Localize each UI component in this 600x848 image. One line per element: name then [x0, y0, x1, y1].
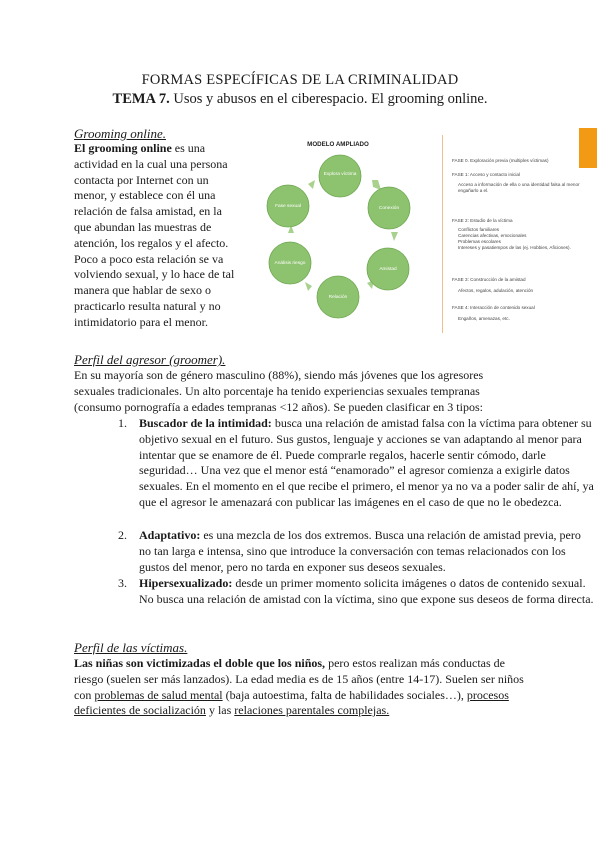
victimas-bold: Las niñas son victimizadas el doble que los niños,	[74, 656, 326, 670]
phase-title: FASE 4: Interacción de contenido sexual	[452, 305, 535, 310]
model-figure	[260, 135, 600, 333]
type-description: es una mezcla de los dos extremos. Busca una relación de amistad previa, pero no tan larga e intensa, sino que introduce la conversación con temas relacionados con los gustos del menor, pero no tarda en exponer sus deseos sexuales.	[139, 528, 581, 574]
course-title: FORMAS ESPECÍFICAS DE LA CRIMINALIDAD	[141, 72, 459, 88]
grooming-text: es una actividad en la cual una persona contacta por Internet con un menor, y establece con él una relación de falsa amistad, en la que abundan las muestras de atención, los regalos y el afecto. Poco a poco esta relación se va volviendo sexual, y lo hace de tal manera que hablar de sexo o practicarlo resulta natural y no intimidatorio para el menor.	[74, 141, 235, 329]
grooming-heading: Grooming online.	[74, 126, 166, 141]
type-description: busca una relación de amistad falsa con la víctima para obtener su objetivo sexual en el futuro. Sus gustos, lenguaje y acciones se van adaptando al menor para intentar que se enamore de él. Puede comprarle regalos, hacerle sentir cómodo, darle seguridad… Una vez que el menor está “enamorado” el agresor comienza a exigirle datos sexuales. En el momento en el que recibe el primero, el menor ya no va a poder salir de ahí, ya que el agresor le amenazará con publicar las imágenes en el caso de que no le obedezca.	[139, 416, 594, 509]
node-label: Conexión	[378, 206, 400, 211]
type-label: Hipersexualizado:	[139, 576, 233, 590]
node-label: Relación	[328, 295, 348, 300]
agresor-heading: Perfil del agresor (groomer).	[74, 352, 226, 367]
arrow-icon	[391, 232, 398, 241]
phase-4	[452, 305, 598, 322]
cycle-diagram	[260, 135, 442, 333]
phase-title: FASE 2: Estudio de la víctima	[452, 218, 513, 223]
phase-1	[452, 172, 598, 194]
list-number: 1.	[118, 416, 127, 430]
type-description: desde un primer momento solicita imágenes o datos de contenido sexual. No busca una relación de amistad con la víctima, sino que expone sus deseos de forma directa.	[139, 576, 594, 606]
phase-2	[452, 218, 598, 251]
type-label: Adaptativo:	[139, 528, 201, 542]
phase-title: FASE 3: Construcción de la amistad	[452, 277, 526, 282]
cycle-svg	[260, 135, 442, 333]
phase-item: Carencias afectivas, emocionales	[458, 233, 527, 238]
victimas-text-2: (baja autoestima, falta de habilidades sociales…),	[222, 687, 467, 702]
victimas-text-3: y las	[205, 703, 235, 718]
phase-item: Problemas escolares	[458, 239, 501, 244]
node-label: Fase sexual	[275, 204, 301, 209]
phase-title: FASE 1: Acceso y contacto inicial	[452, 172, 520, 177]
phase-item: Afectos, regalos, adulación, atención	[458, 288, 534, 293]
phase-title: FASE 0. Exploración previa (multiples víctimas)	[452, 158, 549, 163]
topic-number: TEMA 7.	[112, 91, 170, 107]
victimas-underline-1: problemas de salud mental	[94, 687, 223, 702]
phase-0	[452, 158, 598, 164]
victimas-text	[74, 656, 526, 719]
node-label: Amistad	[379, 267, 397, 272]
list-number: 2.	[118, 528, 127, 542]
node-label: Explora víctima	[323, 172, 357, 177]
node-label: Análisis riesgo	[274, 261, 306, 266]
grooming-definition	[74, 141, 242, 331]
grooming-term: El grooming online	[74, 141, 172, 155]
victimas-text-1: pero estos realizan más conductas de riesgo (suelen ser más lanzados). La edad media es de 15 años (entre 14-17). Suelen ser niños con	[74, 656, 524, 702]
agresor-intro: En su mayoría son de género masculino (88%), siendo más jóvenes que los agresores sexuales tradicionales. Un alto porcentaje ha tenido experiencias sexuales tempranas (consumo pornografía a edades tempranas <12 años). Se pueden clasificar en 3 tipos:	[74, 368, 484, 414]
phase-item: Engaños, amenazas, etc.	[458, 316, 510, 321]
diagram-title: MODELO AMPLIADO	[307, 141, 369, 148]
victimas-heading: Perfil de las víctimas.	[74, 640, 188, 655]
topic-text: Usos y abusos en el ciberespacio. El grooming online.	[169, 91, 488, 107]
topic-title	[0, 91, 600, 108]
phase-item: Acceso a información de ella o una identidad falsa al menor engañarlo a el.	[458, 182, 580, 193]
arrow-icon	[305, 282, 312, 291]
victimas-underline-2: procesos deficientes de socialización	[74, 687, 509, 718]
type-label: Buscador de la intimidad:	[139, 416, 272, 430]
arrow-icon	[308, 180, 315, 189]
list-text	[139, 576, 594, 608]
victimas-underline-3: relaciones parentales complejas.	[234, 703, 390, 718]
list-number: 3.	[118, 576, 127, 590]
phase-3	[452, 277, 598, 294]
phase-item: Conflictos familiares	[458, 227, 500, 232]
list-text	[139, 416, 594, 511]
arrow-icon	[372, 180, 381, 190]
phase-item: Intereses y pasatiempos de las (ej. Hobbies, Aficiones).	[458, 245, 571, 250]
list-text	[139, 528, 594, 575]
